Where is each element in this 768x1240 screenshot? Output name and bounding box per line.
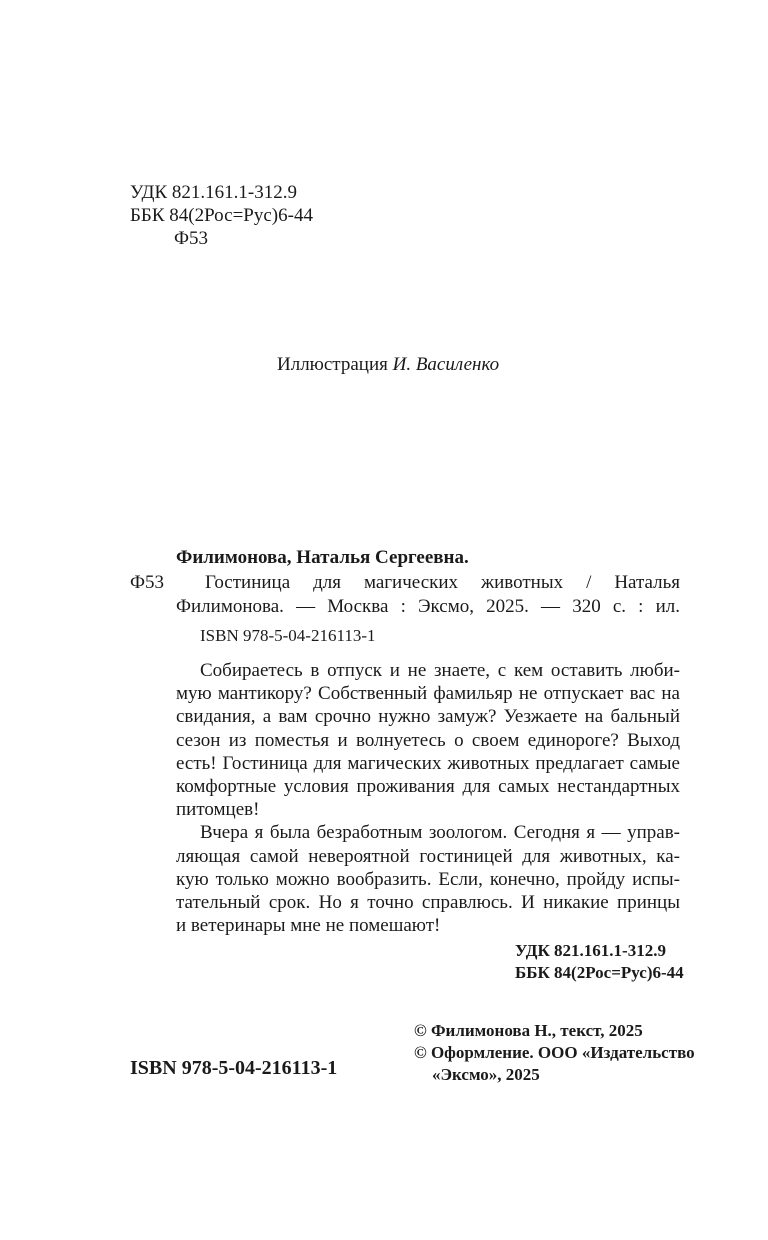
bbk-code: ББК 84(2Рос=Рус)6-44	[130, 205, 313, 226]
copyright-text: © Филимонова Н., текст, 2025	[414, 1021, 643, 1040]
annotation-bbk: ББК 84(2Рос=Рус)6-44	[515, 963, 684, 982]
annotation-line: кую только можно вообразить. Если, конечно, пройду испы-	[176, 868, 680, 890]
annotation-line: тательный срок. Но я точно справлюсь. И никакие принцы	[176, 892, 680, 913]
annotation-udk: УДК 821.161.1-312.9	[515, 941, 666, 960]
annotation-line: Собираетесь в отпуск и не знаете, с кем оставить люби-	[200, 660, 680, 681]
annotation-line: ляющая самой невероятной гостиницей для животных, ка-	[176, 845, 680, 867]
annotation-line: Вчера я была безработным зоологом. Сегодня я — управ-	[200, 822, 680, 844]
annotation-line: сезон из поместья и волнуетесь о своем единороге? Выход	[176, 729, 680, 751]
annotation-line: питомцев!	[176, 799, 260, 821]
catalog-isbn: ISBN 978-5-04-216113-1	[200, 626, 376, 645]
copyright-design: © Оформление. ООО «Издательство	[414, 1043, 695, 1062]
illustration-artist: И. Василенко	[392, 354, 500, 375]
illustration-label: Иллюстрация	[277, 354, 388, 375]
author-mark: Ф53	[174, 228, 209, 249]
annotation-line: свидания, а вам срочно нужно замуж? Уезжаете на бальный	[176, 706, 680, 728]
illustration-credit	[277, 354, 499, 376]
copyright-design-cont: «Эксмо», 2025	[432, 1065, 540, 1084]
catalog-title-line: Филимонова. — Москва : Эксмо, 2025. — 320 с. : ил.	[176, 596, 680, 617]
annotation-line: комфортные условия проживания для самых нестандартных	[176, 776, 680, 797]
footer-isbn: ISBN 978-5-04-216113-1	[130, 1057, 338, 1079]
catalog-title-line: Гостиница для магических животных / Наталья	[205, 572, 680, 593]
udk-code: УДК 821.161.1-312.9	[130, 182, 297, 203]
annotation-line: и ветеринары мне не помешают!	[176, 915, 441, 937]
catalog-mark: Ф53	[130, 572, 165, 593]
catalog-author: Филимонова, Наталья Сергеевна.	[176, 547, 469, 568]
annotation-line: есть! Гостиница для магических животных предлагает самые	[176, 752, 680, 774]
annotation-line: мую мантикору? Собственный фамильяр не отпускает вас на	[176, 683, 680, 705]
